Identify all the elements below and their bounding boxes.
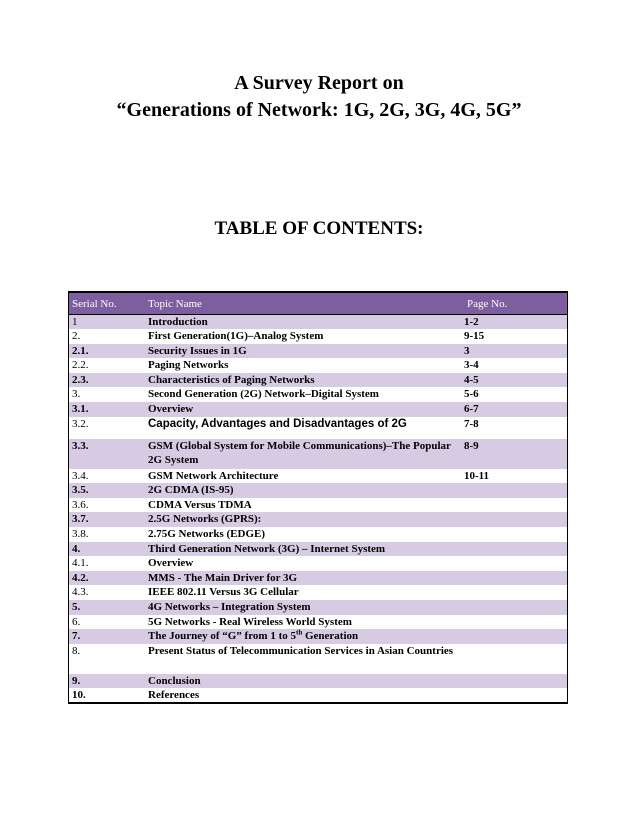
- table-row: [69, 358, 568, 373]
- table-row: [69, 688, 568, 703]
- page-cell: 3: [464, 344, 470, 357]
- topic-cell: 2G CDMA (IS-95): [148, 484, 234, 497]
- table-row: [69, 498, 568, 513]
- page-cell: [461, 600, 568, 615]
- table-row: [69, 571, 568, 586]
- page-cell: 6-7: [464, 403, 479, 416]
- table-row: [69, 329, 568, 344]
- topic-cell: Security Issues in 1G: [148, 344, 247, 357]
- table-row: [69, 439, 568, 469]
- page-cell: 4-5: [464, 373, 479, 386]
- serial-cell: 3.6.: [72, 498, 89, 511]
- topic-cell: Introduction: [148, 316, 208, 328]
- serial-cell: 2.3.: [72, 373, 89, 386]
- serial-cell: 3.8.: [72, 528, 89, 541]
- serial-cell: 4.3.: [72, 586, 89, 599]
- page-cell: [461, 674, 568, 689]
- page-cell: [461, 498, 568, 513]
- topic-cell: First Generation(1G)–Analog System: [148, 330, 324, 343]
- serial-cell: 4.1.: [72, 557, 89, 570]
- table-row: [69, 585, 568, 600]
- page-cell: [461, 542, 568, 557]
- topic-cell: Present Status of Telecommunication Services in Asian Countries: [148, 644, 454, 657]
- page-cell: [461, 585, 568, 600]
- page-cell: 8-9: [464, 439, 479, 452]
- page-cell: [461, 556, 568, 571]
- page-cell: 7-8: [464, 417, 479, 430]
- table-row: [69, 387, 568, 402]
- serial-cell: 3.3.: [72, 439, 89, 452]
- table-row: [69, 556, 568, 571]
- topic-cell: IEEE 802.11 Versus 3G Cellular: [148, 586, 299, 599]
- topic-cell: Characteristics of Paging Networks: [148, 373, 315, 386]
- table-row: [69, 315, 568, 330]
- topic-cell: Paging Networks: [148, 359, 229, 372]
- serial-cell: 2.2.: [72, 359, 89, 372]
- page-cell: [461, 571, 568, 586]
- topic-cell: 5G Networks - Real Wireless World System: [148, 615, 352, 628]
- toc-header-row: [69, 292, 568, 315]
- topic-cell: GSM (Global System for Mobile Communications)–The Popular 2G System: [148, 439, 451, 466]
- table-row: [69, 615, 568, 630]
- report-title: [0, 70, 638, 124]
- topic-cell: CDMA Versus TDMA: [148, 498, 252, 511]
- page-cell: [461, 483, 568, 498]
- serial-cell: 3.5.: [72, 484, 89, 497]
- serial-cell: 4.2.: [72, 571, 89, 584]
- serial-cell: 3.4.: [72, 469, 89, 482]
- toc-heading: TABLE OF CONTENTS:: [214, 218, 424, 239]
- page-cell: [461, 688, 568, 703]
- title-line-2: “Generations of Network: 1G, 2G, 3G, 4G, 5G”: [116, 99, 522, 121]
- topic-cell: Overview: [148, 403, 194, 416]
- table-row: [69, 674, 568, 689]
- table-row: [69, 469, 568, 484]
- header-topic: Topic Name: [145, 292, 461, 315]
- page-cell: 10-11: [464, 469, 490, 482]
- ordinal-superscript: th: [295, 628, 303, 637]
- page-cell: 5-6: [464, 388, 479, 401]
- topic-cell: Capacity, Advantages and Disadvantages of 2G: [148, 417, 407, 430]
- table-row: [69, 344, 568, 359]
- topic-cell: [145, 629, 461, 644]
- serial-cell: 9.: [72, 674, 81, 687]
- table-row: [69, 644, 568, 674]
- topic-cell: 2.5G Networks (GPRS):: [148, 513, 262, 526]
- serial-cell: 2.: [72, 330, 81, 343]
- serial-cell: 3.2.: [72, 417, 89, 430]
- table-row: [69, 483, 568, 498]
- topic-cell: GSM Network Architecture: [148, 469, 279, 482]
- page-cell: [461, 527, 568, 542]
- serial-cell: 1: [72, 316, 78, 328]
- page-cell: 3-4: [464, 359, 479, 372]
- serial-cell: 3.: [72, 388, 81, 401]
- topic-cell: 2.75G Networks (EDGE): [148, 528, 266, 541]
- header-serial: Serial No.: [69, 292, 146, 315]
- topic-cell: Conclusion: [148, 674, 201, 687]
- page-cell: [461, 512, 568, 527]
- table-row: [69, 527, 568, 542]
- serial-cell: 3.7.: [72, 513, 89, 526]
- topic-cell: Second Generation (2G) Network–Digital System: [148, 388, 379, 401]
- table-row: [69, 417, 568, 439]
- table-row: [69, 542, 568, 557]
- page-cell: [461, 644, 568, 674]
- toc-table: [68, 291, 568, 704]
- page-cell: 9-15: [464, 330, 485, 343]
- serial-cell: 10.: [72, 689, 86, 702]
- serial-cell: 4.: [72, 542, 81, 555]
- topic-cell: MMS - The Main Driver for 3G: [148, 571, 298, 584]
- topic-cell: 4G Networks – Integration System: [148, 601, 311, 613]
- topic-cell: Overview: [148, 557, 194, 570]
- serial-cell: 8.: [72, 644, 81, 657]
- topic-cell: Third Generation Network (3G) – Internet System: [148, 542, 386, 555]
- page-cell: [461, 629, 568, 644]
- serial-cell: 6.: [72, 615, 81, 628]
- serial-cell: 5.: [72, 601, 81, 613]
- header-page: Page No.: [461, 292, 568, 315]
- topic-text: The Journey of “G” from 1 to 5: [148, 630, 296, 643]
- table-row: [69, 402, 568, 417]
- serial-cell: 7.: [72, 630, 81, 643]
- table-row: [69, 373, 568, 388]
- topic-cell: References: [148, 689, 200, 702]
- table-row: [69, 629, 568, 644]
- page-cell: [461, 615, 568, 630]
- table-row: [69, 512, 568, 527]
- page-cell: 1-2: [464, 316, 479, 328]
- table-row: [69, 600, 568, 615]
- topic-text: Generation: [302, 630, 359, 643]
- title-line-1: A Survey Report on: [234, 72, 404, 94]
- serial-cell: 2.1.: [72, 344, 89, 357]
- serial-cell: 3.1.: [72, 403, 89, 416]
